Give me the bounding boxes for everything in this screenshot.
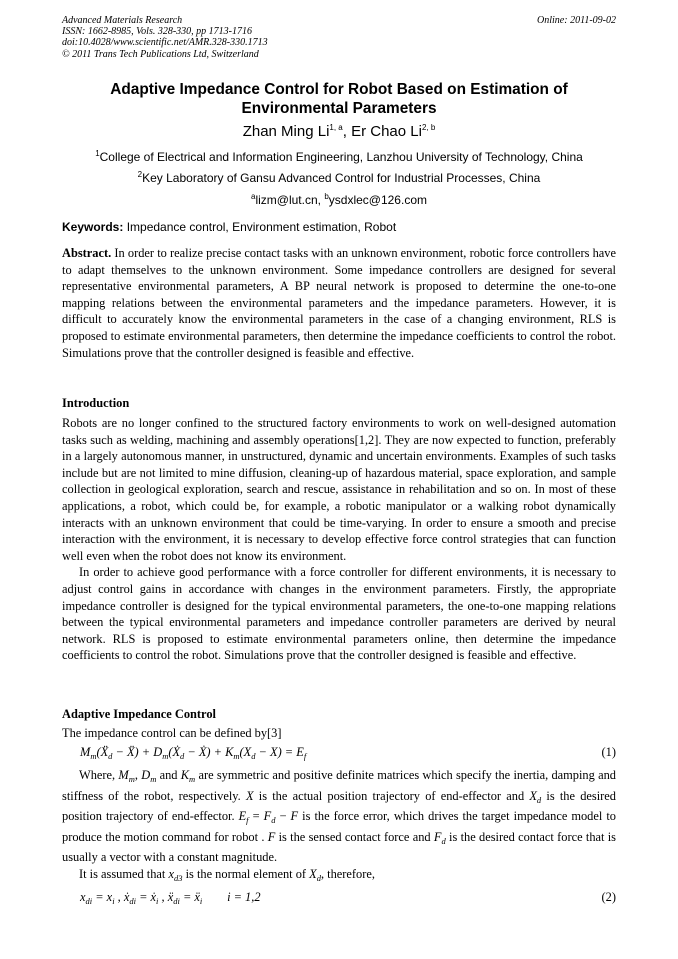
author-list	[62, 123, 616, 141]
keywords-text: Impedance control, Environment estimation, Robot	[123, 220, 397, 234]
intro-paragraph-1: Robots are no longer confined to the structured factory environments to work on well-designed automation tasks such as welding, machining and assembly operations[1,2]. They are now expected to function, preferably in a largely autonomous manner, in unstructured, dynamic and uncertain environments. Examples of such tasks include but are not limited to mine diffusion, cleaning-up of hazardous material, space exploration, and sample collection in geological exploration, search and rescue, assistance in rehabilitation and so on. In most of these applications, a robot, which could be, for example, a robotic manipulator or a walking robot dynamically interacts with an unknown environment that could be time-varying. In order to ensure a smooth and precise interaction with the environment, it is necessary to develop effective force control strategies that can function well even when the robot does not know its environment.	[62, 416, 616, 563]
author-2: Er Chao Li	[351, 123, 422, 140]
equation-1	[62, 744, 616, 760]
assumption-text-2: is the normal element of	[182, 866, 310, 881]
section-heading-adaptive-impedance-control: Adaptive Impedance Control	[62, 707, 216, 721]
equation-2	[62, 889, 616, 905]
section-heading-introduction: Introduction	[62, 396, 130, 410]
affiliation-1	[62, 150, 616, 164]
ef-description: is the force error, which drives the target impedance model to produce the motion command for robot .	[62, 809, 617, 844]
online-date: Online: 2011-09-02	[537, 15, 616, 26]
email-a-marker: a	[251, 192, 256, 201]
x-description: is the actual position trajectory of end-effector and	[253, 788, 530, 803]
title-line-1: Adaptive Impedance Control for Robot Based on Estimation of	[110, 81, 568, 98]
and-text: and	[156, 768, 181, 782]
matrices-description: are symmetric and positive definite matrices which specify the inertia, damping and stiffness of the robot, respectively.	[62, 768, 616, 803]
author-separator: ,	[342, 123, 352, 140]
xd-description: is the desired position trajectory of end-effector.	[62, 788, 616, 824]
equation-2-expression: $x_{di} = x_i$ , ẋ$_{di}$ = ẋ$_i$ , ẍ$_{di}$ = ẍ$_i$ i = 1,2	[80, 890, 261, 906]
abstract-label: Abstract.	[62, 246, 112, 260]
email-b-marker: b	[324, 192, 329, 201]
paper-title	[62, 80, 616, 118]
email-a: lizm@lut.cn,	[255, 193, 325, 207]
author-emails	[62, 193, 616, 207]
fd-description: is the desired contact force that is usually a vector with a constant magnitude.	[62, 829, 617, 865]
affiliation-1-marker: 1	[95, 149, 100, 158]
impedance-defined-sentence: The impedance control can be defined by[3]	[62, 726, 282, 740]
issn-line: ISSN: 1662-8985, Vols. 328-330, pp 1713-1716	[62, 26, 252, 38]
intro-paragraph-2: In order to achieve good performance with a force controller for different environments, it is necessary to adjust control gains in accordance with changes in the environment parameters. Firstly, the appropriate impedance controller is designed for the typical environmental parameters, the one-to-one mapping relations between the typical environmental parameters and impedance controller parameters are derived by neural network. RLS is proposed to estimate environmental parameters online, then determine the impedance coefficients to control the robot. Simulations prove that the controller designed is feasible and effective.	[62, 565, 616, 663]
email-b: ysdxlec@126.com	[328, 193, 427, 207]
journal-name: Advanced Materials Research	[62, 15, 183, 26]
author-2-marker: 2, b	[421, 123, 436, 132]
author-1: Zhan Ming Li	[242, 123, 330, 140]
affiliation-2	[62, 171, 616, 185]
equation-1-explanation: Where, $M_m$, $D_m$ and $K_m$ are symmetric and positive definite matrices which specify the inertia, damping and stiffness of the robot, respectively. X is the actual position trajectory of end-effector and $X_d$ is the desired position trajectory of end-effector. $E_f = F_d - F$ is the force error, which drives the target impedance model to produce the motion command for robot . F is the sensed contact force and $F_d$ is the desired contact force that is usually a vector with a constant magnitude. It is assumed that $x_{d3}$ is the normal element of $X_d$, therefore,	[62, 768, 617, 883]
keywords-label: Keywords:	[62, 220, 124, 234]
where-text: Where,	[79, 768, 119, 782]
journal-header	[62, 15, 616, 60]
introduction-body	[62, 415, 616, 664]
equation-1-expression: $M_m(Ẍ_d$ − Ẍ) + $D_m(Ẋ_d$ − Ẋ) + $K_m(X_d - X) = E_f$	[80, 745, 307, 761]
keywords	[62, 220, 396, 234]
affiliation-2-marker: 2	[137, 170, 143, 179]
copyright-line: © 2011 Trans Tech Publications Ltd, Switzerland	[62, 48, 259, 60]
assumption-text-1: It is assumed that	[79, 866, 169, 881]
affiliation-1-text: College of Electrical and Information Engineering, Lanzhou University of Technology, China	[99, 150, 583, 164]
affiliation-2-text: Key Laboratory of Gansu Advanced Control for Industrial Processes, China	[142, 171, 541, 185]
abstract	[62, 245, 616, 361]
assumption-text-3: , therefore,	[320, 866, 375, 881]
author-1-marker: 1, a	[329, 123, 343, 132]
abstract-text: In order to realize precise contact tasks with an unknown environment, robotic force controllers have to adapt themselves to the unknown environment. Some impedance controllers are designed for several representative environmental parameters, A BP neural network is proposed to determine the one-to-one mapping relations between the environmental parameters and the impedance parameters. However, it is difficult to accurately know the environmental parameters in the case of a changing environment, RLS is proposed to estimate environmental parameters, then determine the impedance coefficients to control the robot. Simulations prove that the controller designed is feasible and effective.	[62, 246, 616, 360]
doi-line: doi:10.4028/www.scientific.net/AMR.328-330.1713	[62, 37, 268, 49]
title-line-2: Environmental Parameters	[241, 100, 437, 117]
equation-2-number: (2)	[601, 890, 616, 904]
f-description: is the sensed contact force and	[275, 829, 434, 844]
equation-1-number: (1)	[601, 745, 616, 759]
